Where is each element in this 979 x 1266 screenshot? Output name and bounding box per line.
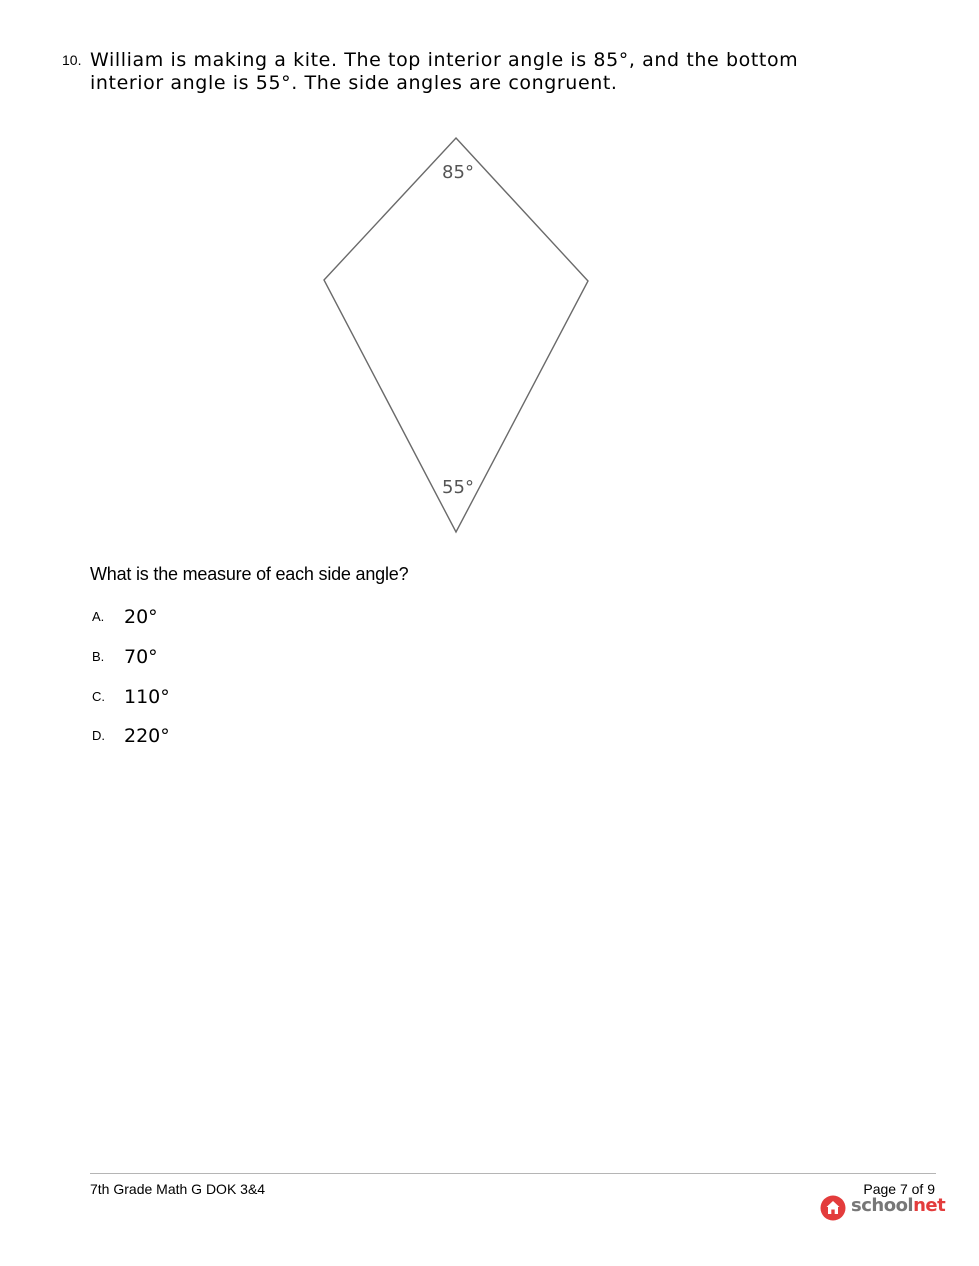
choice-value: 110° (124, 686, 170, 708)
document-title: 7th Grade Math G DOK 3&4 (90, 1181, 266, 1197)
home-icon (820, 1195, 846, 1221)
kite-outline (324, 138, 588, 532)
choice-letter: A. (92, 609, 105, 624)
page-indicator: Page 7 of 9 (863, 1181, 935, 1197)
choice-letter: B. (92, 649, 105, 664)
question-prompt: What is the measure of each side angle? (90, 564, 409, 584)
choice-value: 70° (124, 646, 158, 668)
choice-value: 220° (124, 725, 170, 747)
choice-letter: D. (92, 728, 105, 743)
choice-value: 20° (124, 606, 158, 628)
kite-figure (310, 130, 610, 540)
choice-letter: C. (92, 689, 105, 704)
schoolnet-logo (820, 1194, 946, 1222)
footer-divider (90, 1173, 936, 1174)
logo-wordmark: schoolnet (851, 1195, 946, 1216)
question-number: 10. (62, 52, 82, 68)
bottom-angle-label: 55° (442, 477, 474, 498)
top-angle-label: 85° (442, 162, 474, 183)
question-text: William is making a kite. The top interior angle is 85°, and the bottom interior angle is 55°. The side angles are congruent. (90, 49, 799, 94)
